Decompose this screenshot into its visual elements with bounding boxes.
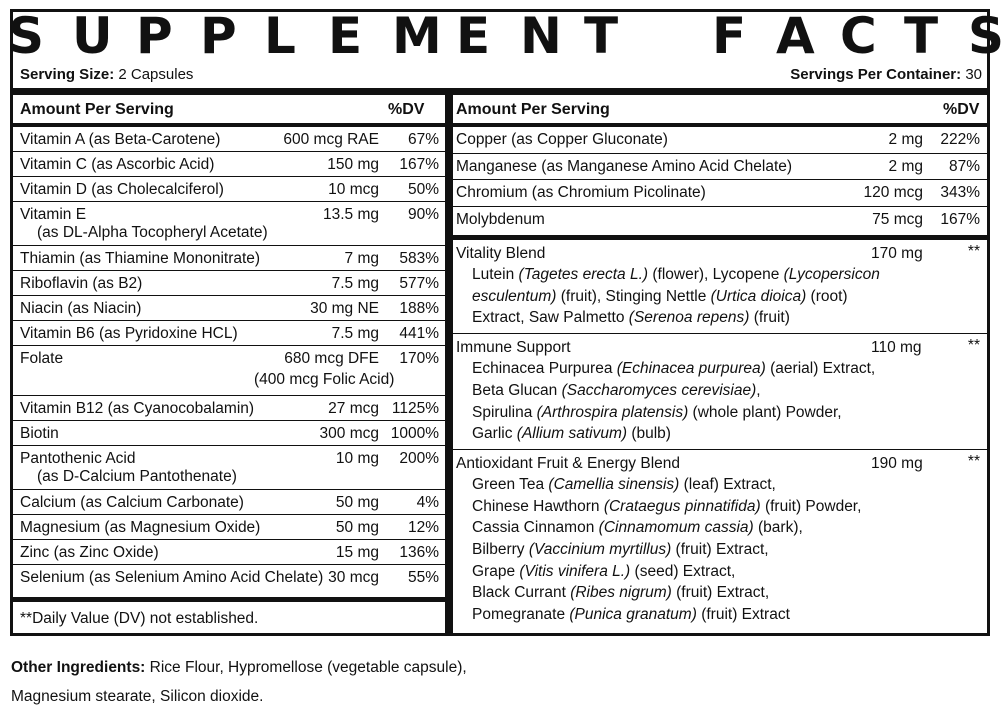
mineral-name: Molybdenum (456, 210, 545, 228)
ingredient-text: Chinese Hawthorn (472, 497, 604, 515)
mineral-dv: 222% (940, 131, 980, 148)
blend-ingredient-line (472, 403, 842, 422)
ingredient-text: Garlic (472, 425, 517, 443)
row-divider (13, 320, 445, 321)
mineral-amount: 75 mcg (872, 210, 923, 228)
ingredient-text: (fruit), Stinging Nettle (556, 287, 711, 305)
nutrient-amount: 7.5 mg (331, 275, 379, 292)
nutrient-name: Niacin (as Niacin) (20, 300, 142, 317)
nutrient-dv: 577% (399, 275, 439, 292)
nutrient-name: Folate (20, 350, 64, 367)
nutrient-dv: 1000% (390, 425, 439, 442)
nutrient-name: Zinc (as Zinc Oxide) (20, 544, 159, 561)
footnote: **Daily Value (DV) not established. (20, 610, 259, 627)
title-letter: L (264, 7, 296, 65)
ingredient-text: Beta Glucan (472, 381, 562, 399)
nutrient-dv: 583% (399, 250, 439, 267)
latin-name: (Echinacea purpurea) (616, 360, 766, 378)
nutrient-dv: 4% (416, 494, 439, 511)
blend-ingredient-line (472, 359, 875, 378)
blend-dv: ** (967, 337, 980, 355)
ingredient-text: (bark), (753, 519, 803, 537)
ingredient-text: (fruit) Extract (696, 606, 790, 624)
mineral-amount: 2 mg (888, 157, 923, 175)
latin-name: (Camellia sinensis) (548, 475, 680, 493)
left-header-rule (13, 123, 445, 127)
ingredient-text: Black Currant (472, 584, 571, 602)
nutrient-amount: 10 mg (335, 450, 379, 467)
title-letter: T (584, 7, 619, 65)
latin-name: (Punica granatum) (569, 606, 697, 624)
latin-name: (Crataegus pinnatifida) (603, 497, 761, 515)
latin-name: (Urtica dioica) (710, 287, 807, 305)
footnote-rule (13, 597, 445, 602)
ingredient-text: , (756, 381, 761, 399)
latin-name: (Serenoa repens) (628, 309, 750, 327)
ingredient-text: (aerial) Extract, (765, 360, 876, 378)
blend-ingredient-line (472, 265, 880, 284)
blend-ingredient-line (472, 540, 769, 559)
supplement-facts-panel (8, 7, 1004, 636)
servings-per-container: Servings Per Container: 30 (790, 66, 982, 83)
row-divider (13, 539, 445, 540)
blend-name: Vitality Blend (456, 245, 546, 262)
title-letter: A (776, 7, 815, 65)
nutrient-name: Calcium (as Calcium Carbonate) (20, 494, 244, 511)
nutrient-name: Vitamin A (as Beta-Carotene) (20, 131, 221, 148)
nutrient-name: Magnesium (as Magnesium Oxide) (20, 519, 261, 536)
nutrient-amount: 27 mcg (328, 400, 379, 417)
row-divider (453, 153, 987, 154)
title-letter: P (200, 7, 237, 65)
nutrient-dv: 170% (399, 350, 439, 367)
nutrient-sub: (as D-Calcium Pantothenate) (37, 468, 237, 485)
left-amount-header: Amount Per Serving (20, 101, 174, 118)
ingredient-text: Lutein (472, 266, 519, 283)
blend-name: Antioxidant Fruit & Energy Blend (456, 454, 681, 472)
ingredient-text: (bulb) (627, 425, 671, 443)
blend-divider (453, 449, 987, 450)
title-letter: S (8, 7, 45, 65)
nutrient-amount: 13.5 mg (322, 206, 379, 223)
ingredient-text: Bilberry (472, 541, 529, 558)
row-divider (13, 201, 445, 202)
mineral-amount: 120 mcg (863, 184, 923, 201)
title-letter: E (456, 7, 491, 65)
ingredient-text: Echinacea Purpurea (472, 360, 617, 378)
mineral-name: Copper (as Copper Gluconate) (456, 131, 668, 148)
top-divider (13, 88, 987, 95)
ingredient-text: (seed) Extract, (630, 562, 736, 580)
row-divider (13, 395, 445, 396)
ingredient-text: Green Tea (472, 475, 549, 493)
nutrient-dv: 55% (407, 569, 439, 586)
row-divider (453, 179, 987, 180)
ingredient-text: Grape (472, 562, 520, 580)
row-divider (13, 151, 445, 152)
ingredient-text: (fruit) (749, 309, 790, 327)
nutrient-amount: 30 mg NE (310, 300, 379, 317)
row-divider (13, 345, 445, 346)
nutrient-dv: 441% (399, 325, 439, 342)
row-divider (13, 489, 445, 490)
ingredient-text: Extract, Saw Palmetto (472, 309, 629, 327)
nutrient-dv: 188% (399, 300, 439, 317)
blend-ingredient-line (472, 308, 790, 327)
ingredient-text: Pomegranate (472, 606, 570, 624)
title-letter: P (136, 7, 173, 65)
blend-ingredient-line (472, 562, 735, 581)
blend-ingredient-line (472, 381, 761, 400)
ingredient-text: Spirulina (472, 403, 537, 421)
nutrient-name: Thiamin (as Thiamine Mononitrate) (20, 250, 261, 267)
ingredient-text: (flower), Lycopene (648, 266, 784, 283)
ingredient-text: (whole plant) Powder, (688, 403, 842, 421)
other-ingredients: Other Ingredients: Rice Flour, Hypromellose (vegetable capsule), Magnesium stearate, Silicon dioxide. (11, 659, 467, 705)
blend-amount: 190 mg (871, 454, 923, 472)
nutrient-amount: 15 mg (335, 544, 379, 561)
nutrient-amount: 150 mg (327, 156, 379, 173)
panel-title (8, 7, 1004, 65)
title-letter: U (72, 7, 113, 65)
row-divider (13, 445, 445, 446)
mineral-dv: 167% (940, 210, 980, 228)
latin-name: esculentum) (472, 287, 557, 305)
mineral-dv: 87% (948, 157, 980, 175)
row-divider (13, 564, 445, 565)
row-divider (13, 295, 445, 296)
blend-ingredient-line (472, 583, 769, 602)
serving-size: Serving Size: 2 Capsules (20, 66, 194, 83)
latin-name: (Vaccinium myrtillus) (528, 541, 672, 558)
latin-name: (Tagetes erecta L.) (518, 266, 649, 283)
row-divider (13, 270, 445, 271)
ingredient-text: (fruit) Extract, (671, 584, 770, 602)
ingredient-text: (root) (806, 287, 848, 305)
nutrient-name: Vitamin D (as Cholecalciferol) (20, 181, 224, 198)
blend-rule (453, 235, 987, 240)
title-letter: F (712, 7, 747, 65)
right-column (453, 96, 987, 633)
mineral-name: Manganese (as Manganese Amino Acid Chelate) (456, 157, 793, 175)
title-letter: M (392, 7, 442, 65)
nutrient-amount: 10 mcg (328, 181, 379, 198)
nutrient-name: Selenium (as Selenium Amino Acid Chelate) (20, 569, 324, 586)
latin-name: (Vitis vinifera L.) (519, 562, 631, 580)
nutrient-amount: 50 mg (335, 494, 379, 511)
nutrient-name: Vitamin C (as Ascorbic Acid) (20, 156, 215, 173)
blend-amount: 110 mg (871, 339, 922, 357)
row-divider (453, 206, 987, 207)
left-dv-header: %DV (388, 101, 425, 118)
nutrient-amount: 600 mcg RAE (283, 131, 379, 148)
nutrient-dv: 136% (399, 544, 439, 561)
blend-dv: ** (967, 243, 980, 260)
blend-ingredient-line (472, 475, 776, 494)
nutrient-name: Vitamin E (20, 206, 87, 223)
column-divider (445, 88, 453, 633)
mineral-amount: 2 mg (888, 131, 923, 148)
blend-divider (453, 333, 987, 334)
nutrient-sub: (400 mcg Folic Acid) (254, 371, 395, 388)
nutrient-name: Biotin (20, 425, 59, 442)
blend-ingredient-line (472, 424, 671, 443)
mineral-name: Chromium (as Chromium Picolinate) (456, 184, 706, 201)
row-divider (13, 420, 445, 421)
row-divider (13, 514, 445, 515)
latin-name: (Ribes nigrum) (570, 584, 672, 602)
nutrient-amount: 7 mg (344, 250, 379, 267)
row-divider (13, 176, 445, 177)
nutrient-name: Riboflavin (as B2) (20, 275, 143, 292)
nutrient-dv: 50% (407, 181, 439, 198)
nutrient-dv: 12% (407, 519, 439, 536)
nutrient-name: Vitamin B12 (as Cyanocobalamin) (20, 400, 255, 417)
ingredient-text: (fruit) Extract, (671, 541, 769, 558)
right-header-rule (453, 123, 987, 127)
right-dv-header: %DV (943, 101, 980, 118)
title-letter: C (840, 7, 877, 65)
nutrient-amount: 7.5 mg (331, 325, 379, 342)
ingredient-text: (fruit) Powder, (760, 497, 862, 515)
nutrient-name: Vitamin B6 (as Pyridoxine HCL) (20, 325, 238, 342)
left-column (13, 96, 445, 633)
latin-name: (Lycopersicon (783, 266, 880, 283)
nutrient-amount: 680 mcg DFE (284, 350, 379, 367)
blend-ingredient-line (472, 287, 848, 306)
latin-name: (Arthrospira platensis) (536, 403, 689, 421)
right-amount-header: Amount Per Serving (456, 101, 610, 118)
nutrient-dv: 200% (399, 450, 439, 467)
nutrient-amount: 30 mcg (328, 569, 379, 586)
nutrient-sub: (as DL-Alpha Tocopheryl Acetate) (37, 224, 268, 241)
latin-name: (Cinnamomum cassia) (598, 519, 754, 537)
title-letter: E (328, 7, 363, 65)
nutrient-amount: 300 mcg (319, 425, 379, 442)
serving-info (20, 64, 982, 86)
nutrient-dv: 167% (399, 156, 439, 173)
ingredient-text: (leaf) Extract, (679, 475, 776, 493)
blend-ingredient-line (472, 605, 790, 624)
blend-dv: ** (967, 452, 980, 470)
nutrient-dv: 1125% (391, 400, 439, 417)
mineral-dv: 343% (940, 184, 980, 201)
blend-amount: 170 mg (871, 245, 923, 262)
blend-ingredient-line (472, 497, 861, 516)
ingredient-text: Cassia Cinnamon (472, 519, 599, 537)
blend-ingredient-line (472, 518, 803, 537)
title-letter: N (520, 7, 562, 65)
nutrient-dv: 67% (407, 131, 439, 148)
latin-name: (Allium sativum) (516, 425, 628, 443)
nutrient-dv: 90% (407, 206, 439, 223)
latin-name: (Saccharomyces cerevisiae) (561, 381, 757, 399)
blend-name: Immune Support (456, 339, 571, 357)
nutrient-name: Pantothenic Acid (20, 450, 136, 467)
row-divider (13, 245, 445, 246)
title-letter: S (968, 7, 1004, 65)
nutrient-amount: 50 mg (335, 519, 379, 536)
title-letter: T (904, 7, 939, 65)
